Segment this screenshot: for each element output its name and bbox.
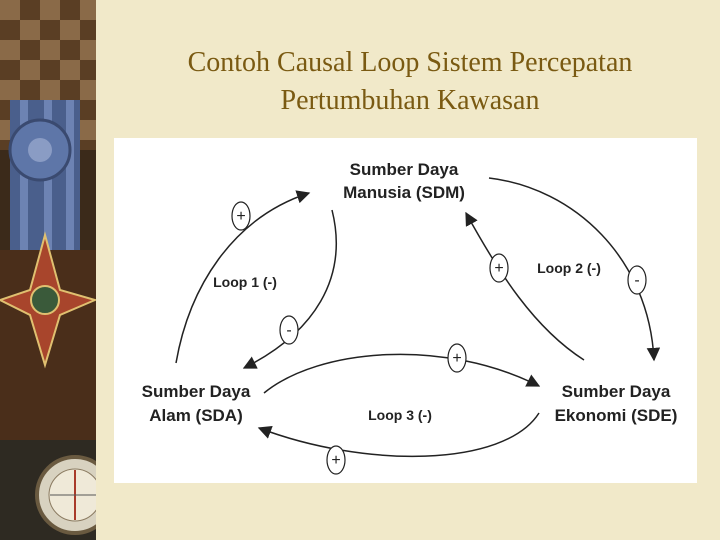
decorative-side-panel — [0, 0, 96, 540]
sign-sda-to-sde — [448, 344, 466, 372]
loop-3-label: Loop 3 (-) — [368, 407, 432, 423]
node-sde-line1: Sumber Daya — [561, 382, 671, 401]
loop-2-label: Loop 2 (-) — [537, 260, 601, 276]
sign-sdm-to-sda — [280, 316, 298, 344]
edge-sde-to-sdm — [466, 213, 584, 360]
node-sda-line1: Sumber Daya — [141, 382, 251, 401]
svg-text:+: + — [331, 452, 341, 469]
loop-1-label: Loop 1 (-) — [213, 274, 277, 290]
title-line-2: Pertumbuhan Kawasan — [280, 85, 540, 116]
svg-text:+: + — [494, 260, 504, 277]
sign-sde-to-sdm — [490, 254, 508, 282]
sign-sde-to-sda — [327, 446, 345, 474]
title-line-1: Contoh Causal Loop Sistem Percepatan — [187, 47, 633, 78]
causal-loop-svg — [114, 138, 697, 483]
causal-loop-diagram — [114, 138, 697, 483]
edge-sda-to-sde — [264, 354, 539, 393]
svg-text:+: + — [452, 350, 462, 367]
node-sdm-line1: Sumber Daya — [349, 160, 459, 179]
sign-sda-to-sdm — [232, 202, 250, 230]
node-sde-line2: Ekonomi (SDE) — [554, 406, 678, 425]
svg-text:+: + — [236, 208, 246, 225]
sign-sdm-to-sde — [628, 266, 646, 294]
node-sda-line2: Alam (SDA) — [149, 406, 243, 425]
node-sdm-line2: Manusia (SDM) — [343, 183, 465, 202]
svg-text:-: - — [634, 272, 640, 289]
medals-photo-image — [0, 0, 96, 540]
svg-text:-: - — [286, 322, 292, 339]
slide-title — [110, 44, 710, 120]
